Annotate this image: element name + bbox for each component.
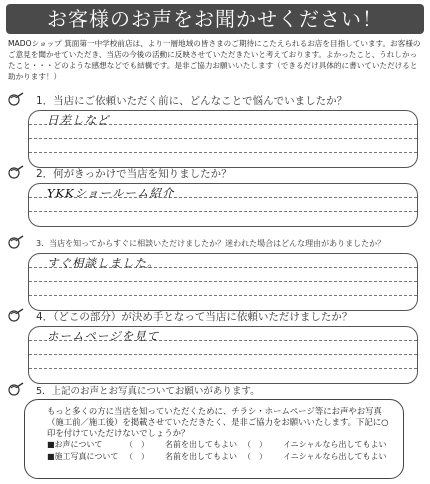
pencil-hand-icon	[8, 382, 24, 398]
pencil-hand-icon	[8, 308, 24, 324]
question-1	[8, 92, 424, 168]
question-5	[8, 382, 424, 398]
answer-box-3[interactable]	[28, 253, 418, 311]
question-4-label: 4．（どこの部分）が決め手となって当店に依頼いただけましたか？	[36, 311, 353, 323]
name-ok-checkbox[interactable]: （ ）	[125, 440, 149, 449]
page-title: お客様のお声をお聞かせください！	[6, 4, 424, 34]
answer-2-text: YKKショールーム紹介	[47, 186, 175, 200]
pencil-hand-icon	[8, 165, 24, 181]
answer-box-1[interactable]	[28, 110, 418, 168]
permission-row-voice	[47, 439, 393, 451]
question-3	[8, 235, 424, 311]
question-2-label: 2．何がきっかけで当店を知りましたか？	[36, 168, 232, 180]
name-ok-checkbox[interactable]: （ ）	[125, 452, 149, 461]
initial-ok-label: イニシャルなら出してもよい	[283, 440, 387, 449]
permission-request-box	[24, 399, 404, 479]
answer-4-text: ホームページを見て	[47, 329, 160, 343]
pencil-hand-icon	[8, 235, 24, 251]
pencil-hand-icon	[8, 92, 24, 108]
question-2	[8, 165, 424, 227]
permission-row-label: ■お声について	[47, 440, 103, 449]
question-1-label: 1．当店にご依頼いただく前に、どんなことで悩んでいましたか？	[36, 95, 348, 107]
name-ok-label: 名前を出してもよい	[165, 452, 237, 461]
question-5-label: 5．上記のお声とお写真についてお願いがあります。	[36, 386, 260, 397]
initial-ok-checkbox[interactable]: （ ）	[243, 440, 267, 449]
question-3-label: 3．当店を知ってからすぐに相談いただけましたか？迷われた場合はどんな理由がありましたか？	[36, 239, 386, 248]
answer-3-text: すぐ相談しました。	[47, 256, 160, 270]
intro-text: MADOショップ 箕面第一中学校前店は、より一層地域の皆さまのご期待にこたえられるお店を目指しています。お客様のご意見を聞かせていただき、当店の今後の活動に反映させていただきたいと考えております。よかったこと、うれしかったこと・・・どのような感想などでも結構です。是非ご協力お願いいたします（できるだけ具体的に書いていただけると助かります！）	[8, 39, 421, 81]
permission-row-photo	[47, 451, 393, 463]
name-ok-label: 名前を出してもよい	[165, 440, 237, 449]
answer-box-2[interactable]	[28, 183, 418, 227]
answer-1-text: 日差しなど	[47, 113, 110, 127]
answer-box-4[interactable]	[28, 326, 418, 384]
permission-request-text: もっと多くの方に当店を知っていただくために、チラシ・ホームページ等にお声やお写真（施工前／施工後）を掲載させていただきたく、是非ご協力をお願いいたします。下記に○印を付けていただけないでしょうか？	[47, 406, 389, 438]
permission-row-label: ■施工写真について	[47, 452, 119, 461]
initial-ok-checkbox[interactable]: （ ）	[243, 452, 267, 461]
question-4	[8, 308, 424, 384]
initial-ok-label: イニシャルなら出してもよい	[283, 452, 387, 461]
